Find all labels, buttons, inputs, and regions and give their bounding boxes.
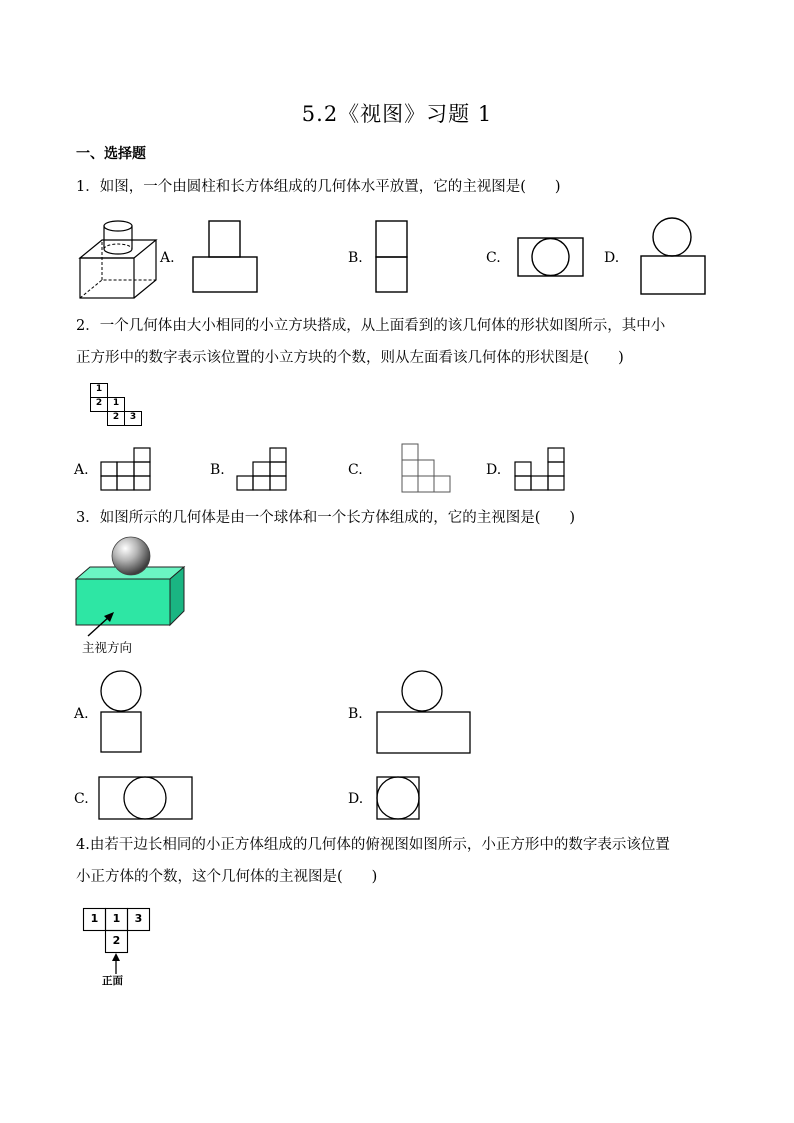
question-2-text-line-2: 正方形中的数字表示该位置的小立方块的个数，则从左面看该几何体的形状图是( ) — [76, 350, 624, 366]
grid-number: 1 — [95, 384, 103, 394]
grid-number: 2 — [112, 412, 120, 422]
grid-number: 3 — [134, 912, 143, 925]
q3-option-c-label[interactable]: C. — [74, 791, 89, 807]
q1-option-a-figure[interactable] — [192, 220, 258, 294]
question-4-text-line-1: 4.由若干边长相同的小正方体组成的几何体的俯视图如图所示，小正方形中的数字表示该位置 — [76, 837, 670, 853]
q1-option-b-label[interactable]: B. — [348, 250, 363, 266]
question-3-text: 3．如图所示的几何体是由一个球体和一个长方体组成的，它的主视图是( ) — [76, 510, 576, 526]
q1-option-c-figure[interactable] — [517, 237, 585, 278]
q1-option-b-figure[interactable] — [375, 220, 409, 294]
q1-option-d-label[interactable]: D. — [604, 250, 620, 266]
q2-option-d-label[interactable]: D. — [486, 462, 502, 478]
q1-option-c-label[interactable]: C. — [486, 250, 501, 266]
grid-number: 1 — [90, 912, 99, 925]
q3-option-a-label[interactable]: A. — [74, 706, 89, 722]
q3-option-c-figure[interactable] — [98, 776, 194, 821]
q4-direction-label: 正面 — [102, 975, 123, 987]
question-2-text-line-1: 2．一个几何体由大小相同的小立方块搭成，从上面看到的该几何体的形状如图所示，其中小 — [76, 318, 666, 334]
question-4-text-line-2: 小正方体的个数，这个几何体的主视图是( ) — [76, 869, 378, 885]
q1-option-d-figure[interactable] — [640, 217, 706, 296]
grid-number: 1 — [112, 912, 121, 925]
q2-option-d-figure[interactable] — [514, 447, 566, 491]
q2-option-a-figure[interactable] — [100, 447, 152, 491]
grid-number: 2 — [112, 934, 121, 947]
q3-option-a-figure[interactable] — [99, 670, 145, 756]
q3-direction-arrow — [86, 612, 118, 638]
q2-option-b-label[interactable]: B. — [210, 462, 225, 478]
q4-direction-arrow — [110, 953, 122, 975]
q3-option-d-label[interactable]: D. — [348, 791, 364, 807]
q1-option-a-label[interactable]: A. — [160, 250, 175, 266]
q2-option-a-label[interactable]: A. — [74, 462, 89, 478]
q3-direction-label: 主视方向 — [82, 640, 133, 655]
q2-top-view-grid — [90, 383, 142, 429]
grid-number: 1 — [112, 398, 120, 408]
grid-number: 3 — [129, 412, 137, 422]
q4-top-view-grid — [83, 908, 151, 956]
q3-option-d-figure[interactable] — [376, 776, 421, 821]
grid-number: 2 — [95, 398, 103, 408]
section-heading: 一、选择题 — [76, 146, 146, 162]
page-title: 5.2《视图》习题 1 — [301, 102, 493, 126]
q1-solid-figure — [78, 218, 160, 300]
question-1-text: 1．如图，一个由圆柱和长方体组成的几何体水平放置，它的主视图是( ) — [76, 179, 561, 195]
q3-option-b-label[interactable]: B. — [348, 706, 363, 722]
q2-option-c-figure[interactable] — [401, 443, 453, 493]
q2-option-c-label[interactable]: C. — [348, 462, 363, 478]
q3-option-b-figure[interactable] — [376, 670, 472, 756]
q2-option-b-figure[interactable] — [236, 447, 288, 491]
